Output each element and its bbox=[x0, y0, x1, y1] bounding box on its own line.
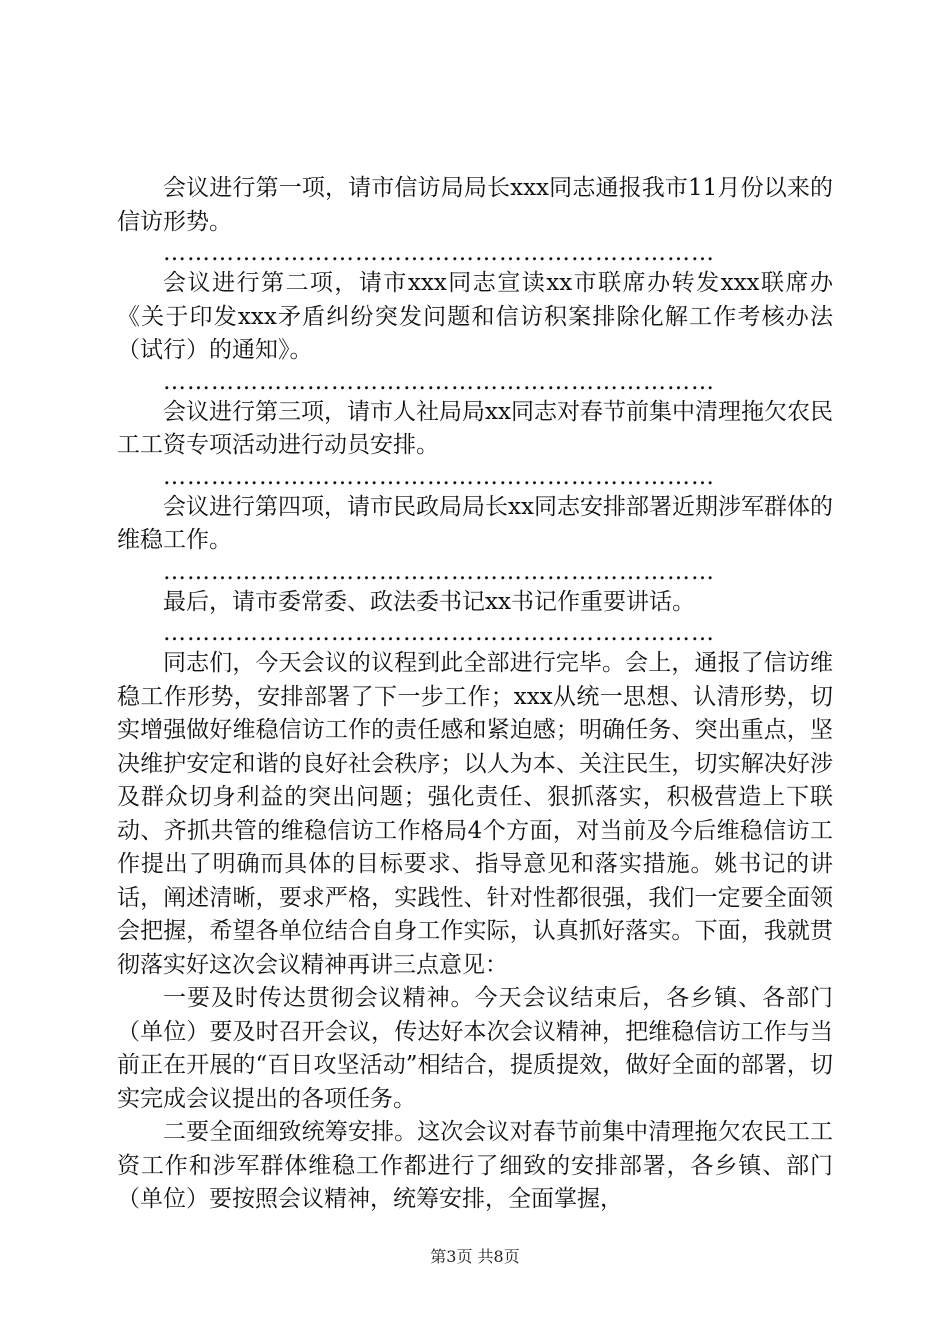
dotted-separator: …………………………………………………………… bbox=[163, 368, 715, 395]
paragraph-point-one: 一要及时传达贯彻会议精神。今天会议结束后，各乡镇、各部门（单位）要及时召开会议，传达好本次会议精神，把维稳信访工作与当前正在开展的“百日攻坚活动”相结合，提质提效，做好全面的部署，切实完成会议提出的各项任务。 bbox=[117, 985, 833, 1112]
paragraph-item-1: 会议进行第一项，请市信访局局长xxx同志通报我市11月份以来的信访形势。 bbox=[117, 175, 833, 235]
paragraph-item-2: 会议进行第二项，请市xxx同志宣读xx市联席办转发xxx联席办《关于印发xxx矛盾纠纷突发问题和信访积案排除化解工作考核办法（试行）的通知》。 bbox=[117, 270, 833, 363]
paragraph-summary: 同志们，今天会议的议程到此全部进行完毕。会上，通报了信访维稳工作形势，安排部署了下一步工作；xxx从统一思想、认清形势，切实增强做好维稳信访工作的责任感和紧迫感；明确任务、突出重点，坚决维护安定和谐的良好社会秩序；以人为本、关注民生，切实解决好涉及群众切身利益的突出问题；强化责任、狠抓落实，积极营造上下联动、齐抓共管的维稳信访工作格局4个方面，对当前及今后维稳信访工作提出了明确而具体的目标要求、指导意见和落实措施。姚书记的讲话，阐述清晰，要求严格，实践性、针对性都很强，我们一定要全面领会把握，希望各单位结合自身工作实际，认真抓好落实。下面，我就贯彻落实好这次会议精神再讲三点意见： bbox=[117, 650, 833, 978]
dotted-separator: …………………………………………………………… bbox=[163, 240, 715, 266]
paragraph-item-3: 会议进行第三项，请市人社局局xx同志对春节前集中清理拖欠农民工工资专项活动进行动员安排。 bbox=[117, 398, 833, 458]
paragraph-point-two: 二要全面细致统筹安排。这次会议对春节前集中清理拖欠农民工工资工作和涉军群体维稳工作都进行了细致的安排部署，各乡镇、部门（单位）要按照会议精神，统筹安排，全面掌握， bbox=[117, 1119, 833, 1212]
dotted-separator: …………………………………………………………… bbox=[163, 463, 715, 490]
dotted-separator: …………………………………………………………… bbox=[163, 558, 715, 585]
document-body bbox=[117, 172, 833, 1217]
paragraph-final-speech: 最后，请市委常委、政法委书记xx书记作重要讲话。 bbox=[163, 588, 695, 615]
paragraph-item-4: 会议进行第四项，请市民政局局长xx同志安排部署近期涉军群体的维稳工作。 bbox=[117, 493, 833, 553]
dotted-separator: …………………………………………………………… bbox=[163, 620, 715, 646]
page-number-footer: 第3页 共8页 bbox=[430, 1247, 520, 1266]
